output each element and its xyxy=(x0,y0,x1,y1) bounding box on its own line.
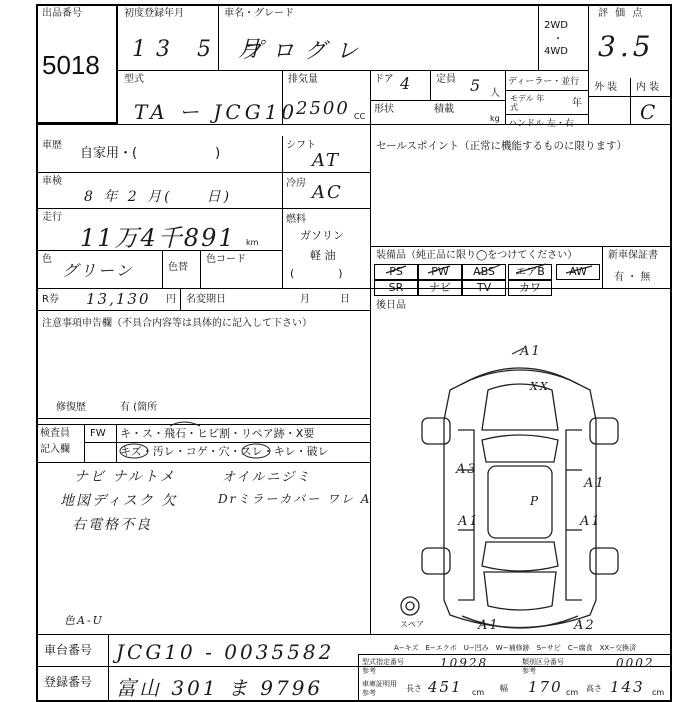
shift-value: AT xyxy=(312,150,341,171)
equipment-item: PW xyxy=(418,264,462,280)
inspector-label-2: 記入欄 xyxy=(40,444,70,455)
chassis-label: 車台番号 xyxy=(44,643,93,657)
height-value: 143 xyxy=(610,678,645,696)
footer-vline-2 xyxy=(358,654,359,700)
plate-value: 富山 301 ま 9796 xyxy=(116,676,324,700)
footer-legend-line xyxy=(358,654,672,655)
recycle-value: 13,130 xyxy=(86,290,151,308)
history-value: 自家用・( ) xyxy=(80,146,221,161)
mileage-value: 11万4千891 xyxy=(80,224,236,252)
type-cert-value: 10928 xyxy=(440,656,489,670)
equipment-item: ナビ xyxy=(418,280,462,296)
length-sub: 長さ xyxy=(406,684,422,693)
chassis-value: JCG10 - 0035582 xyxy=(116,640,335,664)
warranty-value: 有 ・ 無 xyxy=(614,272,651,283)
equipment-label: 装備品（純正品に限り◯をつけてください） xyxy=(376,250,578,261)
shape-label: 形状 xyxy=(374,104,394,115)
mark-a1-right1: A1 xyxy=(584,476,606,491)
equipment-item: エアB xyxy=(508,264,552,280)
load-unit: kg xyxy=(490,114,500,123)
length-value: 451 xyxy=(428,678,463,696)
capacity-label: 定員 xyxy=(436,74,456,85)
width-label: 幅 xyxy=(500,684,508,693)
lot-label: 出品番号 xyxy=(42,8,82,19)
equipment-item: AW xyxy=(556,264,600,280)
inspector-fw-line: キ・ス・飛石・ヒビ割・リペア跡・X要 xyxy=(120,427,315,440)
carname-label: 車名・グレード xyxy=(224,8,294,19)
note-2: 地図ディスク 欠 xyxy=(60,493,178,509)
dealer-label: ディーラー・並行 xyxy=(508,77,580,87)
length-label: 車庫証明用 参考 xyxy=(362,680,397,697)
recycle-unit: 円 xyxy=(166,294,176,305)
mileage-unit: km xyxy=(246,238,259,247)
equipment-item: TV xyxy=(462,280,506,296)
history-label: 車歴 xyxy=(42,140,62,151)
note-6: 色A-U xyxy=(64,614,104,627)
inspection-label: 車検 xyxy=(42,176,62,187)
mark-pa: P xyxy=(530,494,541,508)
capacity-unit: 人 xyxy=(490,88,500,99)
doors-label: ドア xyxy=(374,74,394,85)
shift-label: シフト xyxy=(286,140,316,151)
note-4: オイルニジミ xyxy=(222,470,312,485)
fuel-paren: ( ) xyxy=(290,267,343,280)
first-reg-label: 初度登録年月 xyxy=(124,8,184,19)
recycle-label: R券 xyxy=(42,294,59,305)
warranty-label: 新車保証書 xyxy=(608,250,658,261)
year-unit: 年 xyxy=(572,98,582,109)
fuel-gas: ガソリン xyxy=(300,229,344,242)
interior-value: C xyxy=(640,100,658,124)
inspector-label-1: 検査員 xyxy=(40,428,70,439)
height-label: 高さ xyxy=(586,684,602,693)
first-reg-value: 13 5 月 xyxy=(132,37,270,62)
plate-label: 登録番号 xyxy=(44,675,93,689)
displacement-unit: CC xyxy=(354,112,366,121)
equipment-item: SR xyxy=(374,280,418,296)
color-label: 色 xyxy=(42,254,52,265)
sales-label: セールスポイント（正常に機能するものに限ります） xyxy=(376,140,628,152)
class-value: 0002 xyxy=(616,656,655,670)
repair-value: 有 (箇所 xyxy=(120,402,158,413)
ac-label: 冷房 xyxy=(286,178,306,189)
name-change-value: 月 日 xyxy=(300,294,350,305)
drive-dot: ・ xyxy=(553,34,563,45)
load-label: 積載 xyxy=(434,104,454,115)
carname-value: プログレ xyxy=(240,39,369,64)
type-cert-label: 型式指定番号 参考 xyxy=(362,658,404,675)
note-3: 右電格不良 xyxy=(72,517,152,533)
equipment-item: カワ xyxy=(508,280,552,296)
repair-label: 修復歴 xyxy=(56,402,86,413)
displacement-value: 2500 xyxy=(296,98,350,119)
inspector-fw: FW xyxy=(90,428,106,439)
footer-top-line xyxy=(36,634,672,635)
ac-value: AC xyxy=(312,182,343,203)
drive-4wd: 4WD xyxy=(544,46,568,57)
fuel-light-oil: 軽 油 xyxy=(310,249,336,262)
equipment-item: ABS xyxy=(462,264,506,280)
name-change-label: 名変期日 xyxy=(186,294,226,305)
color-code-label: 色コード xyxy=(206,254,246,265)
legend: A−キズ E−エクボ U−凹み W−補修跡 S−サビ C−腐食 XX−交換済 xyxy=(394,644,637,652)
model-year-label: モデル 年式 xyxy=(510,94,545,112)
inspector-ns-line: キズ・汚レ・コゲ・穴・スレ・キレ・破レ xyxy=(120,445,329,458)
color-value: グリーン xyxy=(62,261,134,280)
mark-a2: A2 xyxy=(574,618,596,633)
width-value: 170 xyxy=(528,678,563,696)
mark-a1-bottom: A1 xyxy=(478,618,500,633)
footer-mid-line xyxy=(36,666,672,667)
displacement-label: 排気量 xyxy=(288,74,318,85)
footer-vline-1 xyxy=(108,634,109,700)
interior-label: 内 装 xyxy=(636,82,660,93)
score-label: 評 価 点 xyxy=(598,8,645,19)
doors-value: 4 xyxy=(400,74,413,93)
later-label: 後日品 xyxy=(376,300,406,311)
height-unit: cm xyxy=(652,688,665,697)
mileage-label: 走行 xyxy=(42,212,62,223)
model-value: TA ー JCG10 xyxy=(134,100,299,124)
score-value: 3.5 xyxy=(598,30,655,63)
mark-a1-right2: A1 xyxy=(580,514,602,529)
capacity-value: 5 xyxy=(470,76,483,95)
length-unit: cm xyxy=(472,688,485,697)
mark-a1-left: A1 xyxy=(458,514,480,529)
equipment-item: PS xyxy=(374,264,418,280)
width-unit: cm xyxy=(566,688,579,697)
note-1: ナビ ナルトメ xyxy=(74,469,176,485)
class-label: 類別区分番号 参考 xyxy=(522,658,564,675)
color-change-label: 色替 xyxy=(168,262,188,273)
handle-label: ハンドル 左・右 xyxy=(508,119,574,129)
inspection-value: 8 年 2 月( 日) xyxy=(84,189,233,205)
mark-a3: A3 xyxy=(456,462,478,477)
mark-xx: XX xyxy=(530,380,550,393)
mark-a1-top: A1 xyxy=(520,344,542,359)
note-5: Drミラーカバー ワレ A xyxy=(218,492,372,506)
exterior-label: 外 装 xyxy=(594,82,618,93)
notes-label: 注意事項申告欄（不具合内容等は具体的に記入して下さい） xyxy=(42,318,312,329)
fuel-label: 燃料 xyxy=(286,214,306,225)
lot-number: 5018 xyxy=(42,50,100,80)
model-label: 型式 xyxy=(124,74,144,85)
drive-2wd: 2WD xyxy=(544,20,568,31)
spare-label: スペア xyxy=(400,620,424,629)
